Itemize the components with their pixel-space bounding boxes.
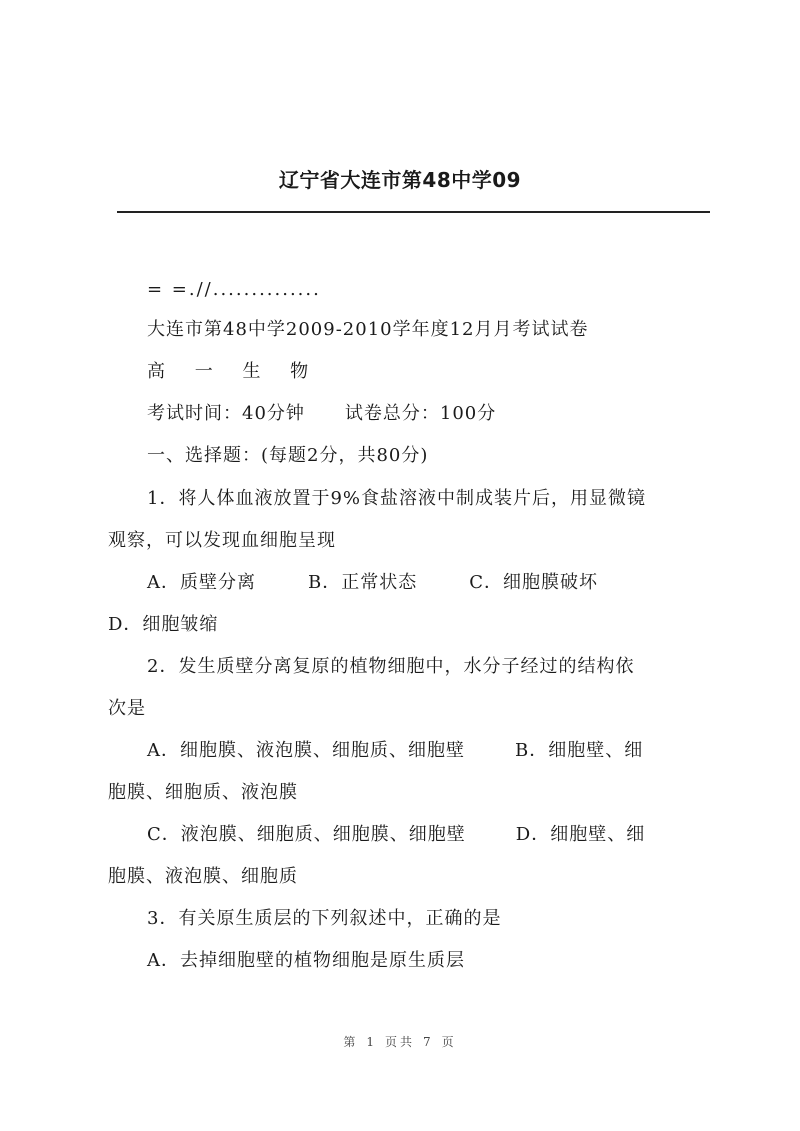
q2-option-b: B．细胞壁、细	[515, 740, 644, 761]
q3-stem: 3．有关原生质层的下列叙述中，正确的是	[147, 908, 502, 929]
q3-option-a: A．去掉细胞壁的植物细胞是原生质层	[147, 950, 465, 971]
q2-stem-line1: 2．发生质壁分离复原的植物细胞中，水分子经过的结构依	[147, 656, 635, 677]
q1-option-d: D．细胞皱缩	[108, 614, 219, 635]
footer-suffix: 页	[441, 1035, 457, 1049]
footer-mid: 页共	[384, 1035, 415, 1049]
q2-option-c: C．液泡膜、细胞质、细胞膜、细胞壁	[147, 824, 466, 845]
q2-option-a: A．细胞膜、液泡膜、细胞质、细胞壁	[147, 740, 465, 761]
q1-options	[147, 571, 598, 595]
exam-total: 试卷总分：100分	[344, 403, 497, 424]
q1-stem-line1: 1．将人体血液放置于9%食盐溶液中制成装片后，用显微镜	[147, 488, 647, 509]
q2-options-ab	[147, 739, 643, 763]
header-line: = =.//..............	[147, 279, 321, 300]
page-total: 7	[423, 1035, 434, 1049]
grade-subject: 高 一 生 物	[147, 361, 321, 382]
q1-option-a: A．质壁分离	[147, 572, 256, 593]
exam-time: 考试时间：40分钟	[147, 403, 305, 424]
page-footer	[0, 1033, 800, 1050]
footer-prefix: 第	[343, 1035, 359, 1049]
exam-title: 大连市第48中学2009-2010学年度12月月考试试卷	[147, 319, 589, 340]
q1-option-b: B．正常状态	[308, 572, 418, 593]
q2-options-cd	[147, 823, 645, 847]
q2-option-d-cont: 胞膜、液泡膜、细胞质	[108, 866, 298, 887]
q2-stem-line2: 次是	[108, 698, 146, 719]
title-rule	[117, 211, 710, 213]
section-heading: 一、选择题：(每题2分，共80分)	[147, 445, 429, 466]
q1-option-c: C．细胞膜破坏	[469, 572, 599, 593]
page-number: 1	[366, 1035, 377, 1049]
q2-option-b-cont: 胞膜、细胞质、液泡膜	[108, 782, 298, 803]
document-title: 辽宁省大连市第48中学09	[278, 168, 522, 192]
q2-option-d: D．细胞壁、细	[515, 824, 646, 845]
exam-info	[147, 402, 496, 426]
q1-stem-line2: 观察，可以发现血细胞呈现	[108, 530, 336, 551]
